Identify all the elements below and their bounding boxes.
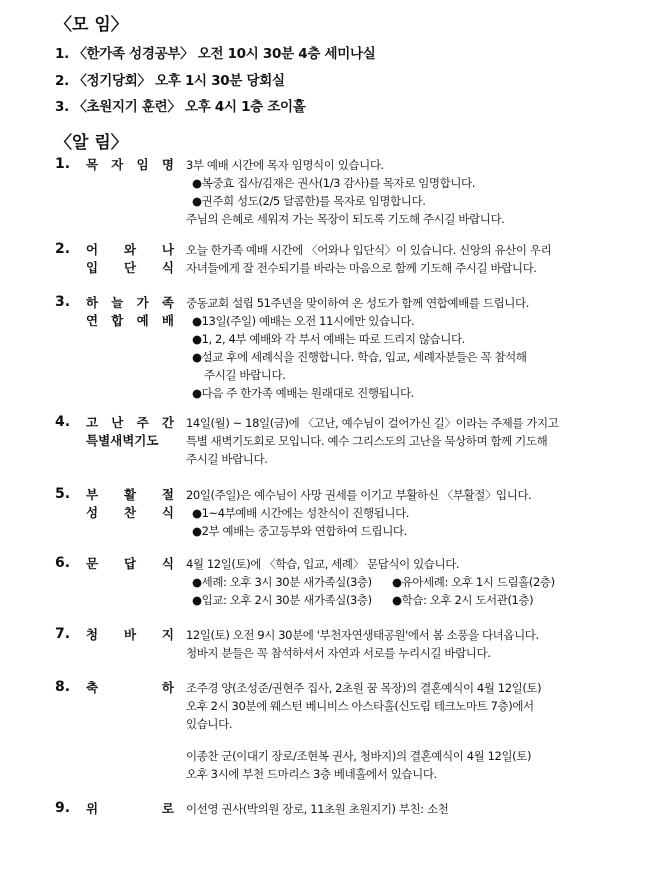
meeting-item: 3. 〈초원지기 훈련〉 오후 4시 1층 조이홀 <box>55 99 306 115</box>
meeting-item: 2. 〈정기당회〉 오후 1시 30분 당회실 <box>55 73 285 89</box>
meeting-item: 1. 〈한가족 성경공부〉 오전 10시 30분 4층 세미나실 <box>55 46 376 62</box>
notice-body: 20일(주일)은 예수님이 사망 권세를 이기고 부활하신 〈부활절〉입니다. ●1~4부예배 시간에는 성찬식이 진행됩니다. ●2부 예배는 중고등부와 연합하여 드립니다. <box>186 488 532 538</box>
notice-body: 12일(토) 오전 9시 30분에 '부천자연생태공원'에서 봄 소풍을 다녀옵니다. 청바지 분들은 꼭 참석하셔서 자연과 서로를 누리시길 바랍니다. <box>186 628 539 660</box>
notice-label: 고 난 주 간 특별새벽기도 <box>86 415 174 448</box>
notice-number: 6. <box>55 555 71 571</box>
notice-body: 4월 12일(토)에 〈학습, 입교, 세례〉 문답식이 있습니다. ●세례: 오후 3시 30분 새가족실(3층) ●유아세례: 오후 1시 드림홀(2층) ●입교: 오후 2시 30분 새가족실(3층) ●학습: 오후 2시 도서관(1층) <box>186 555 606 609</box>
schedule-row: ●입교: 오후 2시 30분 새가족실(3층) ●학습: 오후 2시 도서관(1층) <box>192 593 534 607</box>
notice-number: 1. <box>55 156 71 172</box>
notice-body: 14일(월) ~ 18일(금)에 〈고난, 예수님이 걸어가신 길〉이라는 주제를 가지고 특별 새벽기도회로 모입니다. 예수 그리스도의 고난을 묵상하며 함께 기도해 주시길 바랍니다. <box>186 416 559 466</box>
notice-number: 2. <box>55 241 71 257</box>
notice-number: 5. <box>55 486 71 502</box>
notices-title: 〈알 림〉 <box>55 133 128 153</box>
notice-number: 7. <box>55 626 71 642</box>
notice-label: 위 로 <box>86 801 174 816</box>
notice-label: 축 하 <box>86 680 174 695</box>
notice-body: 조주경 양(조성준/권현주 집사, 2초원 꿈 목장)의 결혼예식이 4월 12일(토) 오후 2시 30분에 웨스턴 베니비스 아스타홀(신도림 테크노마트 7층)에서 있습니다. 이종찬 군(이대기 장로/조현복 권사, 청바지)의 결혼예식이 4월 12일(토) 오후 3시에 부천 드마리스 3층 베네홀에서 있습니다. <box>186 681 542 781</box>
notice-body: 오늘 한가족 예배 시간에 〈어와나 입단식〉이 있습니다. 신앙의 유산이 우리 자녀들에게 잘 전수되기를 바라는 마음으로 함께 기도해 주시길 바랍니다. <box>186 243 552 275</box>
notice-label: 하 늘 가 족 연 합 예 배 <box>86 295 174 328</box>
schedule-row: ●세례: 오후 3시 30분 새가족실(3층) ●유아세례: 오후 1시 드림홀(2층) <box>192 575 555 589</box>
notice-label: 문 답 식 <box>86 556 174 571</box>
notice-number: 8. <box>55 679 71 695</box>
notice-body: 3부 예배 시간에 목자 임명식이 있습니다. ●복중효 집사/김재은 권사(1/3 감사)를 목자로 임명합니다. ●권주희 성도(2/5 달콤한)를 목자로 임명합니다. 주님의 은혜로 세워져 가는 목장이 되도록 기도해 주시길 바랍니다. <box>186 158 505 226</box>
notice-label: 청 바 지 <box>86 627 174 642</box>
notice-label: 목 자 임 명 <box>86 157 174 172</box>
meetings-title: 〈모 임〉 <box>55 15 128 35</box>
notice-label: 어 와 나 입 단 식 <box>86 242 174 275</box>
notice-number: 4. <box>55 414 71 430</box>
notice-number: 9. <box>55 800 71 816</box>
notice-number: 3. <box>55 294 71 310</box>
notice-label: 부 활 절 성 찬 식 <box>86 487 174 520</box>
notice-body: 중동교회 설립 51주년을 맞이하여 온 성도가 함께 연합예배를 드립니다. ●13일(주일) 예배는 오전 11시에만 있습니다. ●1, 2, 4부 예배와 각 부서 예배는 따로 드리지 않습니다. ●설교 후에 세례식을 진행합니다. 학습, 입교, 세례자분들은 꼭 참석해 주시길 바랍니다. ●다음 주 한가족 예배는 원래대로 진행됩니다. <box>186 296 529 400</box>
notice-body: 이선영 권사(박의원 장로, 11초원 초원지기) 부친: 소천 <box>186 802 449 816</box>
